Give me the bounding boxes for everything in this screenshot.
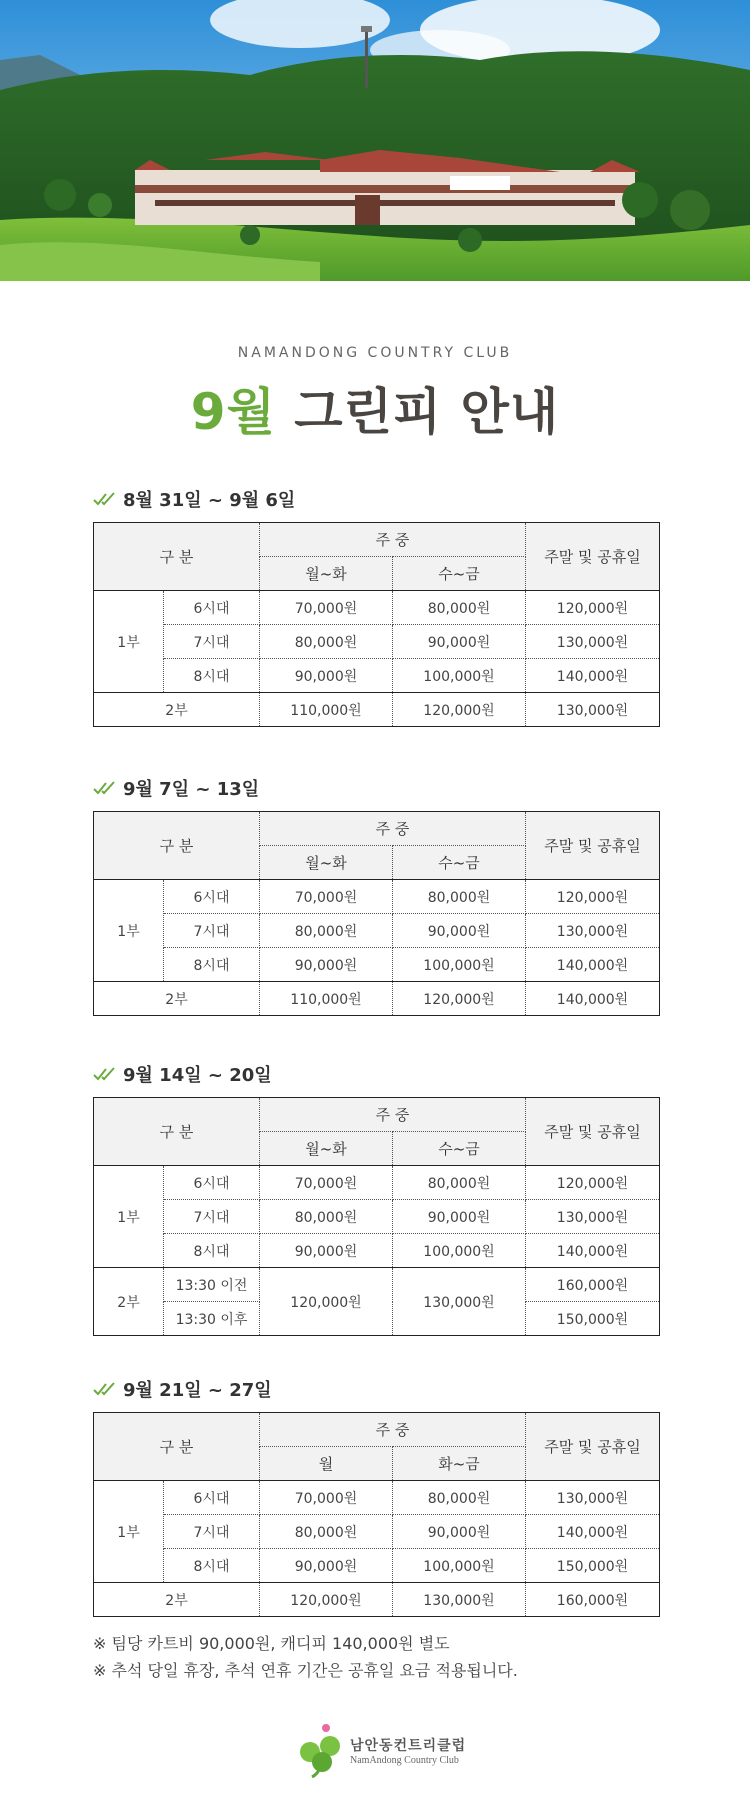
fee-cell: 110,000원 xyxy=(260,982,393,1016)
time-label: 8시대 xyxy=(164,659,260,693)
category-header: 구 분 xyxy=(94,1098,260,1166)
fee-cell: 80,000원 xyxy=(260,625,393,659)
weekday-col-a: 월~화 xyxy=(260,846,393,880)
time-label: 6시대 xyxy=(164,1481,260,1515)
fee-section-4 xyxy=(93,1376,659,1617)
part1-label: 1부 xyxy=(94,880,164,982)
weekday-header: 주 중 xyxy=(260,812,526,846)
fee-cell: 70,000원 xyxy=(260,591,393,625)
fee-table xyxy=(93,811,660,1016)
fee-cell: 100,000원 xyxy=(393,1549,526,1583)
weekday-col-b: 화~금 xyxy=(393,1447,526,1481)
weekend-header: 주말 및 공휴일 xyxy=(526,1413,660,1481)
notes xyxy=(93,1630,518,1684)
fee-cell: 70,000원 xyxy=(260,880,393,914)
fee-cell: 100,000원 xyxy=(393,1234,526,1268)
time-label: 8시대 xyxy=(164,948,260,982)
fee-cell: 150,000원 xyxy=(526,1549,660,1583)
weekday-col-a: 월~화 xyxy=(260,557,393,591)
fee-cell: 90,000원 xyxy=(393,1515,526,1549)
fee-cell: 140,000원 xyxy=(526,982,660,1016)
fee-cell: 80,000원 xyxy=(393,880,526,914)
fee-cell: 130,000원 xyxy=(393,1583,526,1617)
fee-cell: 90,000원 xyxy=(260,1549,393,1583)
fee-cell: 120,000원 xyxy=(393,982,526,1016)
fee-cell: 90,000원 xyxy=(393,914,526,948)
fee-cell: 100,000원 xyxy=(393,659,526,693)
weekday-col-b: 수~금 xyxy=(393,557,526,591)
fee-cell: 90,000원 xyxy=(260,659,393,693)
category-header: 구 분 xyxy=(94,523,260,591)
double-check-icon xyxy=(93,780,117,796)
fee-cell: 140,000원 xyxy=(526,659,660,693)
fee-cell: 150,000원 xyxy=(526,1302,660,1336)
fee-table xyxy=(93,522,660,727)
fee-cell: 120,000원 xyxy=(526,591,660,625)
fee-cell: 130,000원 xyxy=(526,1481,660,1515)
part2-label: 2부 xyxy=(94,1268,164,1336)
page-title xyxy=(0,372,750,444)
fee-cell: 70,000원 xyxy=(260,1481,393,1515)
fee-cell: 120,000원 xyxy=(260,1583,393,1617)
fee-cell: 80,000원 xyxy=(260,1515,393,1549)
fee-cell: 90,000원 xyxy=(393,625,526,659)
fee-cell: 90,000원 xyxy=(393,1200,526,1234)
section-date-range: 9월 7일 ~ 13일 xyxy=(123,779,260,800)
weekend-header: 주말 및 공휴일 xyxy=(526,523,660,591)
section-heading xyxy=(93,775,659,801)
time-label: 8시대 xyxy=(164,1234,260,1268)
time-label: 13:30 이전 xyxy=(164,1268,260,1302)
part2-label: 2부 xyxy=(94,982,260,1016)
fee-cell: 130,000원 xyxy=(526,625,660,659)
time-label: 7시대 xyxy=(164,1515,260,1549)
time-label: 7시대 xyxy=(164,625,260,659)
fee-cell: 100,000원 xyxy=(393,948,526,982)
weekday-col-a: 월~화 xyxy=(260,1132,393,1166)
fee-cell: 140,000원 xyxy=(526,948,660,982)
fee-cell: 90,000원 xyxy=(260,1234,393,1268)
time-label: 6시대 xyxy=(164,591,260,625)
weekend-header: 주말 및 공휴일 xyxy=(526,812,660,880)
fee-cell: 70,000원 xyxy=(260,1166,393,1200)
note-holiday: ※ 추석 당일 휴장, 추석 연휴 기간은 공휴일 요금 적용됩니다. xyxy=(93,1661,518,1680)
fee-cell: 160,000원 xyxy=(526,1268,660,1302)
hero-photo xyxy=(0,0,750,281)
fee-cell: 120,000원 xyxy=(260,1268,393,1336)
double-check-icon xyxy=(93,1066,117,1082)
fee-cell: 120,000원 xyxy=(526,880,660,914)
fee-section-3 xyxy=(93,1061,659,1336)
clover-logo-icon xyxy=(296,1722,346,1778)
part1-label: 1부 xyxy=(94,591,164,693)
fee-cell: 130,000원 xyxy=(526,914,660,948)
fee-cell: 140,000원 xyxy=(526,1234,660,1268)
fee-cell: 160,000원 xyxy=(526,1583,660,1617)
fee-cell: 80,000원 xyxy=(393,1481,526,1515)
fee-cell: 130,000원 xyxy=(393,1268,526,1336)
fee-cell: 90,000원 xyxy=(260,948,393,982)
fee-cell: 130,000원 xyxy=(526,693,660,727)
section-date-range: 9월 14일 ~ 20일 xyxy=(123,1065,272,1086)
fee-section-1 xyxy=(93,486,659,727)
part2-label: 2부 xyxy=(94,1583,260,1617)
section-date-range: 8월 31일 ~ 9월 6일 xyxy=(123,490,296,511)
fee-table xyxy=(93,1097,660,1336)
weekday-col-b: 수~금 xyxy=(393,846,526,880)
fee-cell: 140,000원 xyxy=(526,1515,660,1549)
time-label: 7시대 xyxy=(164,914,260,948)
weekday-header: 주 중 xyxy=(260,1413,526,1447)
section-heading xyxy=(93,1061,659,1087)
fee-cell: 120,000원 xyxy=(526,1166,660,1200)
fee-cell: 130,000원 xyxy=(526,1200,660,1234)
weekend-header: 주말 및 공휴일 xyxy=(526,1098,660,1166)
title-text: 그린피 안내 xyxy=(294,383,560,441)
fee-section-2 xyxy=(93,775,659,1016)
category-header: 구 분 xyxy=(94,1413,260,1481)
section-heading xyxy=(93,1376,659,1402)
weekday-header: 주 중 xyxy=(260,523,526,557)
club-logo xyxy=(296,1722,466,1778)
club-name-subtitle: NAMANDONG COUNTRY CLUB xyxy=(237,345,513,361)
note-cart-caddie: ※ 팀당 카트비 90,000원, 캐디피 140,000원 별도 xyxy=(93,1634,450,1653)
fee-cell: 80,000원 xyxy=(393,591,526,625)
part2-label: 2부 xyxy=(94,693,260,727)
part1-label: 1부 xyxy=(94,1166,164,1268)
title-month: 9월 xyxy=(190,383,276,441)
logo-korean-name: 남안동컨트리클럽 xyxy=(350,1737,467,1754)
fee-cell: 80,000원 xyxy=(260,914,393,948)
logo-english-name: NamAndong Country Club xyxy=(350,1754,459,1766)
section-date-range: 9월 21일 ~ 27일 xyxy=(123,1380,272,1401)
fee-cell: 80,000원 xyxy=(393,1166,526,1200)
double-check-icon xyxy=(93,1381,117,1397)
double-check-icon xyxy=(93,491,117,507)
fee-cell: 110,000원 xyxy=(260,693,393,727)
weekday-col-b: 수~금 xyxy=(393,1132,526,1166)
time-label: 8시대 xyxy=(164,1549,260,1583)
section-heading xyxy=(93,486,659,512)
time-label: 6시대 xyxy=(164,880,260,914)
fee-table xyxy=(93,1412,660,1617)
part1-label: 1부 xyxy=(94,1481,164,1583)
time-label: 7시대 xyxy=(164,1200,260,1234)
time-label: 6시대 xyxy=(164,1166,260,1200)
weekday-col-a: 월 xyxy=(260,1447,393,1481)
weekday-header: 주 중 xyxy=(260,1098,526,1132)
fee-cell: 80,000원 xyxy=(260,1200,393,1234)
fee-cell: 120,000원 xyxy=(393,693,526,727)
time-label: 13:30 이후 xyxy=(164,1302,260,1336)
category-header: 구 분 xyxy=(94,812,260,880)
